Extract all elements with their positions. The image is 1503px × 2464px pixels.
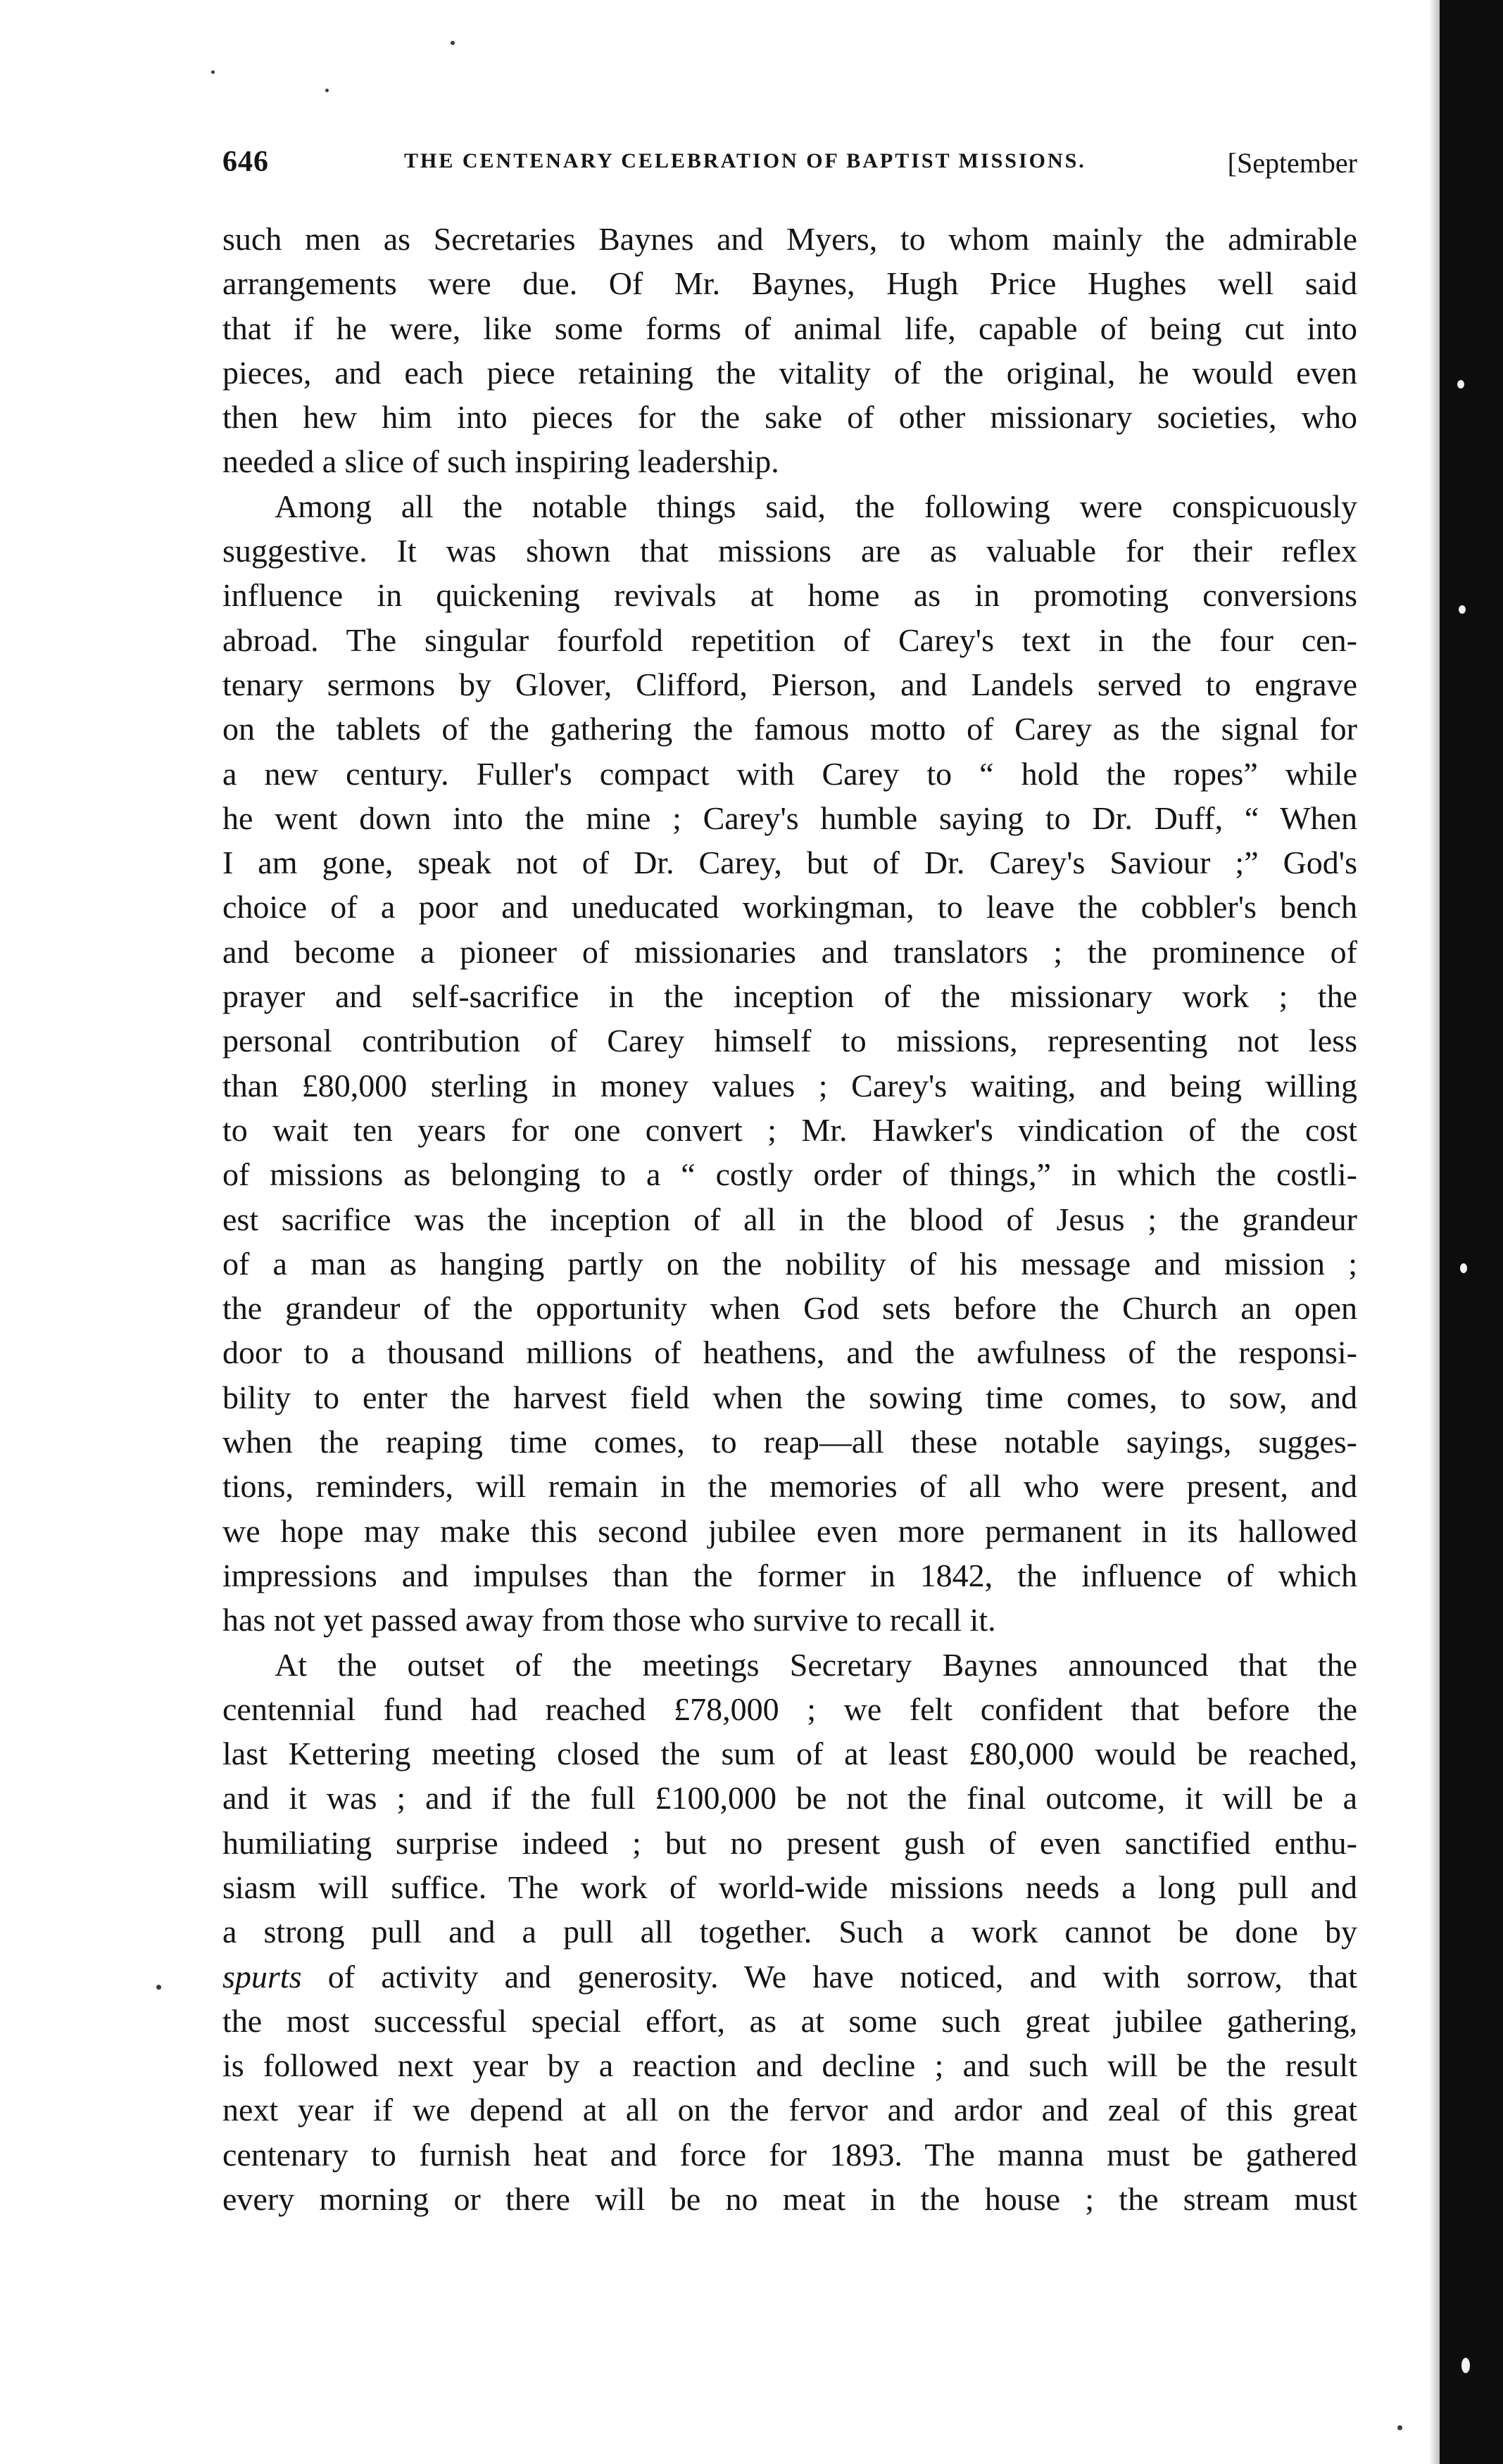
paragraph-start-line: Among all the notable things said, the following were conspicuously (275, 488, 1357, 524)
scan-speck (1459, 605, 1466, 614)
running-title: THE CENTENARY CELEBRATION OF BAPTIST MISSIONS. (404, 149, 1086, 172)
text-line: on the tablets of the gathering the famous motto of Carey as the signal for (222, 711, 1357, 747)
text-line: and become a pioneer of missionaries and translators ; the prominence of (222, 933, 1357, 970)
scan-speck (325, 89, 329, 92)
text-line: tions, reminders, will remain in the memories of all who were present, and (222, 1468, 1357, 1505)
text-line: abroad. The singular fourfold repetition of Carey's text in the four cen- (222, 621, 1357, 658)
italic-word: spurts (222, 1958, 302, 1995)
scan-speck (1397, 2425, 1402, 2430)
text-line: of a man as hanging partly on the nobility of his message and mission ; (222, 1245, 1357, 1282)
text-line: that if he were, like some forms of animal life, capable of being cut into (222, 310, 1357, 346)
text-line: the grandeur of the opportunity when God sets before the Church an open (222, 1290, 1357, 1327)
text-line: humiliating surprise indeed ; but no present gush of even sanctified enthu- (222, 1824, 1357, 1861)
text-line: siasm will suffice. The work of world-wide missions needs a long pull and (222, 1869, 1357, 1905)
paragraph-start-line: At the outset of the meetings Secretary Baynes announced that the (275, 1646, 1357, 1683)
text-line: needed a slice of such inspiring leadership. (222, 443, 779, 480)
text-line: personal contribution of Carey himself to missions, representing not less (222, 1023, 1357, 1059)
text-line: centennial fund had reached £78,000 ; we felt confident that before the (222, 1691, 1357, 1727)
text-line: door to a thousand millions of heathens, and the awfulness of the responsi- (222, 1334, 1357, 1371)
scan-speck (1460, 1263, 1467, 1273)
text-line: to wait ten years for one convert ; Mr. Hawker's vindication of the cost (222, 1111, 1357, 1148)
scan-speck (1461, 2358, 1470, 2373)
text-line: influence in quickening revivals at home as in promoting conversions (222, 577, 1357, 614)
text-line: every morning or there will be no meat in the house ; the stream must (222, 2181, 1357, 2218)
text-line: a new century. Fuller's compact with Carey to “ hold the ropes” while (222, 755, 1357, 792)
text-line: tenary sermons by Glover, Clifford, Pierson, and Landels served to engrave (222, 666, 1357, 702)
scan-speck (156, 1985, 161, 1990)
page-number: 646 (222, 146, 269, 178)
text-line: of missions as belonging to a “ costly order of things,” in which the costli- (222, 1156, 1357, 1193)
text-line: spurts of activity and generosity. We have noticed, and with sorrow, that (222, 1958, 1357, 1995)
running-date: [September (1227, 147, 1357, 179)
text-line: than £80,000 sterling in money values ; Carey's waiting, and being willing (222, 1067, 1357, 1104)
body-text (222, 217, 1357, 2221)
text-line: the most successful special effort, as at some such great jubilee gathering, (222, 2002, 1357, 2039)
scan-speck (451, 41, 455, 45)
text-line: suggestive. It was shown that missions are as valuable for their reflex (222, 533, 1357, 569)
text-line: prayer and self-sacrifice in the inception of the missionary work ; the (222, 978, 1357, 1015)
text-line: has not yet passed away from those who survive to recall it. (222, 1602, 996, 1638)
text-line: arrangements were due. Of Mr. Baynes, Hugh Price Hughes well said (222, 265, 1357, 302)
text-line: bility to enter the harvest field when the sowing time comes, to sow, and (222, 1379, 1357, 1415)
text-line: impressions and impulses than the former in 1842, the influence of which (222, 1557, 1357, 1593)
text-line: last Kettering meeting closed the sum of at least £80,000 would be reached, (222, 1736, 1357, 1772)
text-line: a strong pull and a pull all together. Such a work cannot be done by (222, 1914, 1357, 1950)
text-line: est sacrifice was the inception of all in the blood of Jesus ; the grandeur (222, 1201, 1357, 1237)
text-line: we hope may make this second jubilee even more permanent in its hallowed (222, 1512, 1357, 1549)
text-line: and it was ; and if the full £100,000 be not the final outcome, it will be a (222, 1780, 1357, 1817)
text-line: pieces, and each piece retaining the vitality of the original, he would even (222, 354, 1357, 391)
text-line: choice of a poor and uneducated workingman, to leave the cobbler's bench (222, 889, 1357, 925)
text-line: is followed next year by a reaction and decline ; and such will be the result (222, 2047, 1357, 2084)
scan-speck (1457, 380, 1464, 388)
text-line: centenary to furnish heat and force for 1893. The manna must be gathered (222, 2136, 1357, 2173)
scan-edge-bar (1440, 0, 1503, 2464)
text-line: he went down into the mine ; Carey's humble saying to Dr. Duff, “ When (222, 800, 1357, 836)
text-line: next year if we depend at all on the fervor and ardor and zeal of this great (222, 2092, 1357, 2128)
text-line: such men as Secretaries Baynes and Myers, to whom mainly the admirable (222, 221, 1357, 257)
text-line: then hew him into pieces for the sake of other missionary societies, who (222, 399, 1357, 436)
text-line: when the reaping time comes, to reap—all these notable sayings, sugges- (222, 1424, 1357, 1460)
scan-speck (211, 70, 215, 74)
page-gutter-shadow (1429, 0, 1440, 2464)
text-line: I am gone, speak not of Dr. Carey, but of Dr. Carey's Saviour ;” God's (222, 845, 1357, 881)
page-header (222, 145, 1357, 187)
